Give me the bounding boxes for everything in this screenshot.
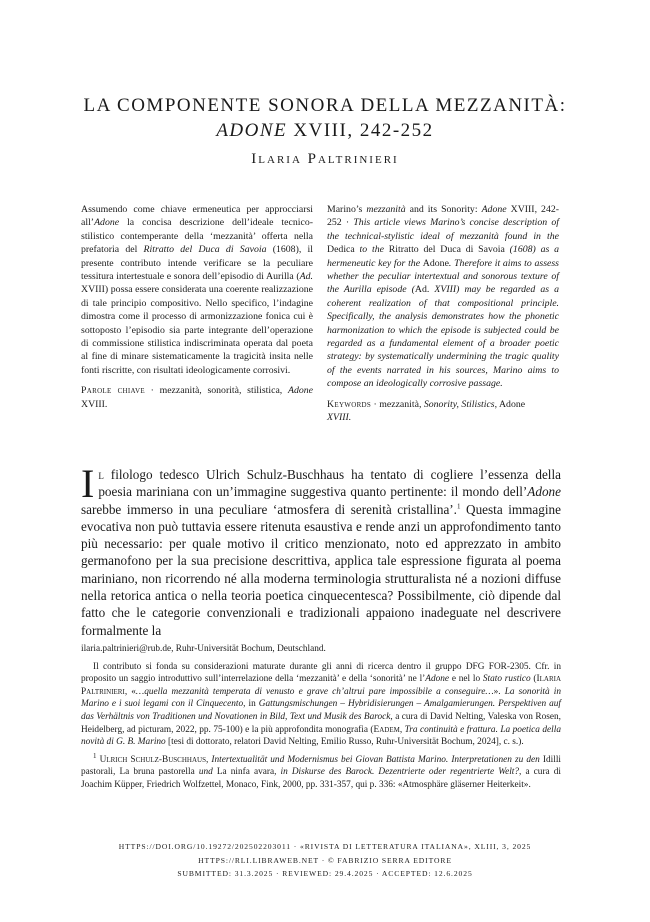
title-line-1: LA COMPONENTE SONORA DELLA MEZZANITÀ: (83, 95, 567, 116)
footer-dates: SUBMITTED: 31.3.2025 · REVIEWED: 29.4.2025 · ACCEPTED: 12.6.2025 (177, 869, 473, 878)
keywords-label: Keywords (327, 398, 372, 410)
footnote-ref-1[interactable]: 1 (456, 502, 461, 511)
abstract-italian (81, 203, 313, 411)
footnotes (81, 643, 561, 792)
footnote-contribution: Il contributo si fonda su considerazioni maturate durante gli anni di ricerca dentro il gruppo DFG FOR-2305. Cfr. in proposito un saggio introduttivo sull’interrelazione della ‘mezzanità’ e della ‘sonorità’ ne l’Adone e nel lo Stato rustico (Ilaria Paltrinieri, «…quella mezzanità temperata di venusto e grave ch’altrui pare impossibile a conseguire…». La sonorità in Marino e i suoi legami con il Cinquecento, in Gattungsmischungen – Hybridisierungen – Amalgamierungen. Perspektiven auf das Verhältnis von Traditionen und Novationen in Bild, Text und Musik des Barock, a cura di David Nelting, Valeska von Rosen, Heidelberg, ad picturam, 2022, pp. 75-100) e la più approfondita monografia (Eadem, Tra continuità e frattura. La poetica della novità di G. B. Marino [tesi di dottorato, relatori David Nelting, Emilio Russo, Ruhr-Universität Bochum, 2024], c. s.). (81, 661, 562, 748)
footnote-1: $^1$ Ulrich Schulz-Buschhaus, Intertextualität und Modernismus bei Giovan Battista Marino. Interpretationen zu den Idilli pastorali, La bruna pastorella und La ninfa avara, in Diskurse des Barock. Dezentrierte oder regentrierte Welt?, a cura di Joachim Küpper, Friedrich Wolfzettel, Monaco, Fink, 2000, pp. 331-357, qui p. 336: «Atmosphäre gläserner Heiterkeit». (81, 751, 561, 790)
footer-website[interactable]: HTTPS://RLI.LIBRAWEB.NET · © FABRIZIO SERRA EDITORE (198, 855, 452, 865)
keywords-italian: Parole chiave · mezzanità, sonorità, stilistica, Adone XVIII. (81, 385, 313, 410)
drop-cap: I (81, 461, 95, 506)
keywords-label: Parole chiave (81, 385, 145, 397)
abstract-english (327, 203, 559, 425)
footer-doi[interactable]: HTTPS://DOI.ORG/10.19272/202502203011 · «RIVISTA DI LETTERATURA ITALIANA», XLIII, 3, 2025 (118, 842, 532, 851)
author-name: Ilaria Paltrinieri (251, 151, 399, 167)
body-paragraph: Il filologo tedesco Ulrich Schulz-Buschhaus ha tentato di cogliere l’essenza della poesia mariniana con un’immagine suggestiva quanto pertinente: il mondo dell’Adone sarebbe immerso in una peculiare ‘atmosfera di serenità cristallina’.$^1$ Questa immagine evocativa non può tuttavia essere ritenuta esaustiva e rende anzi un approfondimento tanto più necessario: per quale motivo il critico menzionato, noto ed apprezzato in ambito germanofono per la sua precisione descrittiva, applica tale espressione figurata al poema mariniano, non ricorrendo né alla moderna terminologia strutturalista né a nozioni diffuse nella retorica antica o nella teoria poetica cinquecentesca? Possibilmente, ciò dipende dal fatto che le categorie convenzionali e tradizionali appaiono inadeguate nel descrivere formalmente la (81, 461, 561, 638)
title-work-name: ADONE (216, 120, 288, 141)
article-title (60, 93, 590, 143)
keywords-english: Keywords · mezzanità, Sonority, Stilistics, Adone XVIII. (327, 398, 526, 424)
abstract-italian-text: Assumendo come chiave ermeneutica per approcciarsi all’Adone la concisa descrizione dell’ideale tecnico-stilistico contemperante della ‘mezzanità’ offerta nella prefatoria del Ritratto del Duca di Savoia (1608), il presente contributo intende verificare se la peculiare tessitura intertestuale e sonora dell’episodio di Aurilla (Ad. XVIII) possa essere considerata una coerente realizzazione di tale principio compositivo. Nello specifico, l’indagine dimostra come il processo di armonizzazione fonica cui è sottoposto l’episodio sia parte integrante dell’operazione di commissione stilistica indiscriminata operata dal poeta al fine di minare sistematicamente la tragicità insita nelle fonti riscritte, con risultati ideologicamente corrosivi. (81, 204, 313, 376)
footnote-number: 1 (93, 751, 97, 760)
page-footer (60, 840, 590, 881)
title-line-2 (60, 118, 590, 143)
author-email-affiliation: ilaria.paltrinieri@rub.de, Ruhr-Universität Bochum, Deutschland. (81, 644, 326, 654)
title-verses: XVIII, 242-252 (287, 120, 434, 141)
abstract-english-text: Marino’s mezzanità and its Sonority: Adone XVIII, 242-252 · This article views Marino’s concise description of the technical-stylistic ideal of mezzanità found in the Dedica to the Ritratto del Duca di Savoia (1608) as a hermeneutic key for the Adone. Therefore it aims to assess whether the peculiar intertextual and sonorous texture of the Aurilla episode (Ad. XVIII) may be regarded as a coherent realization of that compositional principle. Specifically, the analysis demonstrates how the phonetic harmonization to which the episode is subjected could be regarded as a fundamental element of a broader poetic strategy: by systematically undermining the tragic quality of the events narrated in his sources, Marino aims to compose an ideologically corrosive passage. (327, 204, 560, 390)
